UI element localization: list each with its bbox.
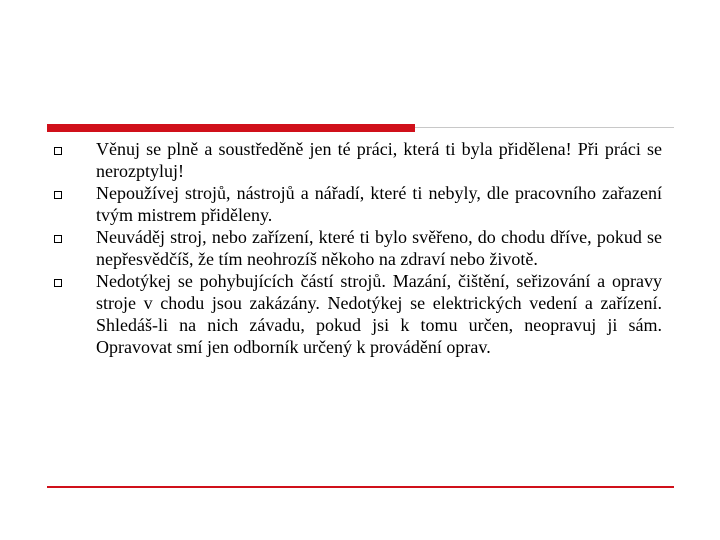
list-item [50,270,662,358]
square-bullet-icon [54,147,62,155]
bullet-text: Neuváděj stroj, nebo zařízení, které ti bylo svěřeno, do chodu dříve, pokud se nepřesvědčíš, že tím neohrozíš někoho na zdraví nebo životě. [96,227,662,269]
bottom-divider [47,486,674,488]
bullet-text: Nedotýkej se pohybujících částí strojů. Mazání, čištění, seřizování a opravy stroje v chodu jsou zakázány. Nedotýkej se elektrických vedení a zařízení. Shledáš-li na nich závadu, pokud jsi k tomu určen, neopravuj ji sám. Opravovat smí jen odborník určený k provádění oprav. [96,271,662,357]
square-bullet-icon [54,235,62,243]
list-item [50,138,662,182]
bullet-text: Věnuj se plně a soustředěně jen té práci, která ti byla přidělena! Při práci se nerozptyluj! [96,139,662,181]
list-item [50,226,662,270]
square-bullet-icon [54,191,62,199]
top-divider-accent-bar [47,124,415,132]
top-divider [47,124,674,132]
square-bullet-icon [54,279,62,287]
bullet-list [50,138,662,358]
list-item [50,182,662,226]
bullet-text: Nepoužívej strojů, nástrojů a nářadí, které ti nebyly, dle pracovního zařazení tvým mistrem přiděleny. [96,183,662,225]
